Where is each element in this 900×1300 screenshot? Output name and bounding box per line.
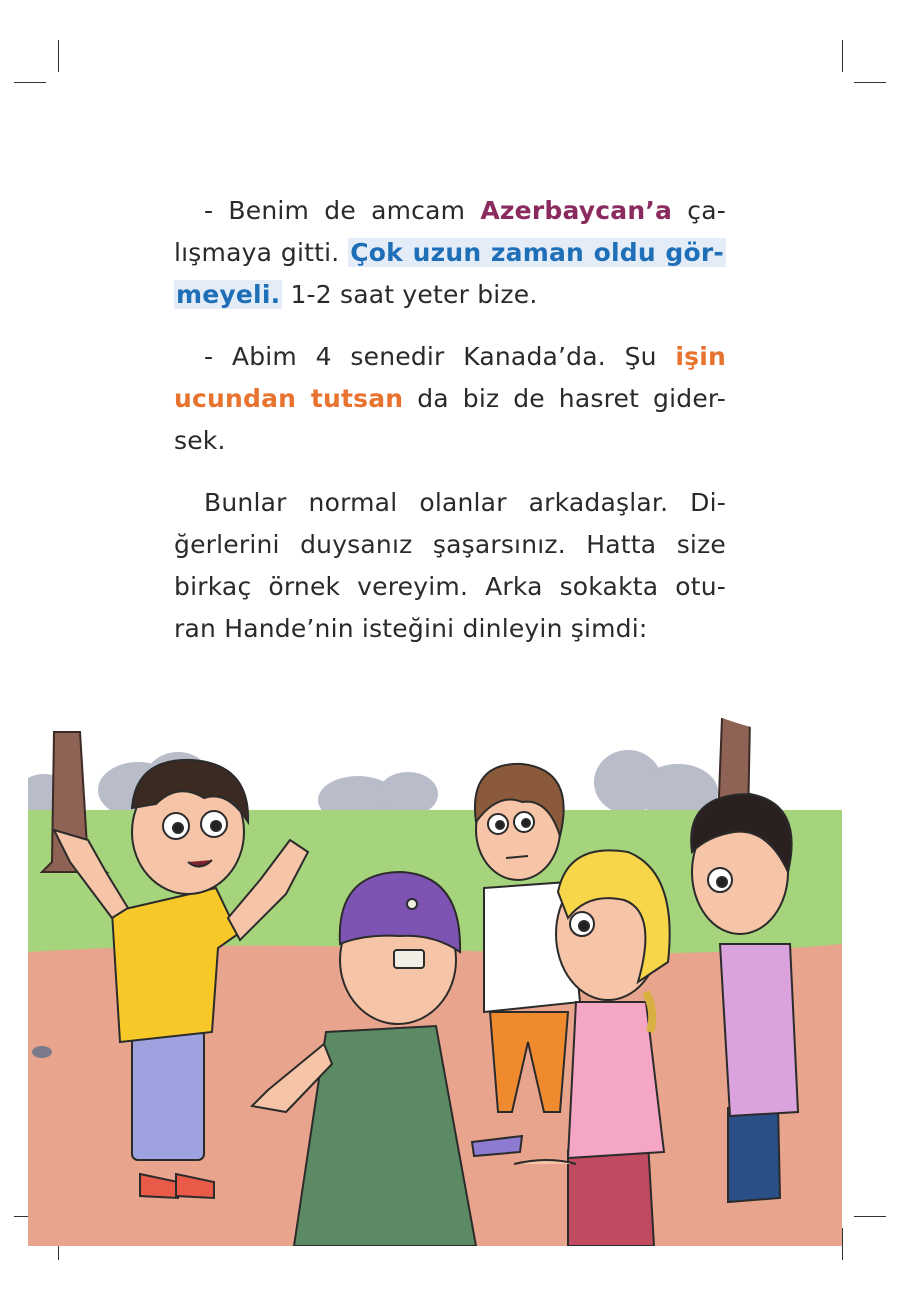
highlight-idiom: işin xyxy=(675,342,726,371)
story-text xyxy=(174,190,726,670)
text-line: ran Hande’nin isteğini dinleyin şimdi: xyxy=(174,614,648,643)
text-line: sek. xyxy=(174,426,226,455)
children-illustration xyxy=(28,712,842,1246)
crop-mark xyxy=(58,40,59,72)
highlight-phrase: Çok uzun zaman oldu gör- xyxy=(350,238,724,267)
paragraph-dialogue-1 xyxy=(174,190,726,316)
paragraph-dialogue-2 xyxy=(174,336,726,462)
text-line: ğerlerini duysanız şaşarsınız. Hatta size xyxy=(174,530,726,559)
highlight-idiom: ucundan tutsan xyxy=(174,384,404,413)
highlight-place: Azerbaycan’a xyxy=(480,196,673,225)
crop-mark xyxy=(14,82,46,83)
text-line: - Abim 4 senedir Kanada’da. Şu işin xyxy=(204,342,726,371)
crop-mark xyxy=(854,1216,886,1217)
text-line: birkaç örnek vereyim. Arka sokakta otu- xyxy=(174,572,726,601)
crop-mark xyxy=(842,1228,843,1260)
text-line: - Benim de amcam Azerbaycan’a ça- xyxy=(204,196,726,225)
crop-mark xyxy=(842,40,843,72)
text-line: lışmaya gitti. Çok uzun zaman oldu gör- xyxy=(174,238,724,267)
text-line: meyeli. 1-2 saat yeter bize. xyxy=(176,280,538,309)
text-line: Bunlar normal olanlar arkadaşlar. Di- xyxy=(204,488,726,517)
crop-mark xyxy=(854,82,886,83)
paragraph-narration xyxy=(174,482,726,650)
highlight-phrase: meyeli. xyxy=(176,280,281,309)
stone xyxy=(32,1046,52,1058)
text-line: ucundan tutsan da biz de hasret gider- xyxy=(174,384,726,413)
